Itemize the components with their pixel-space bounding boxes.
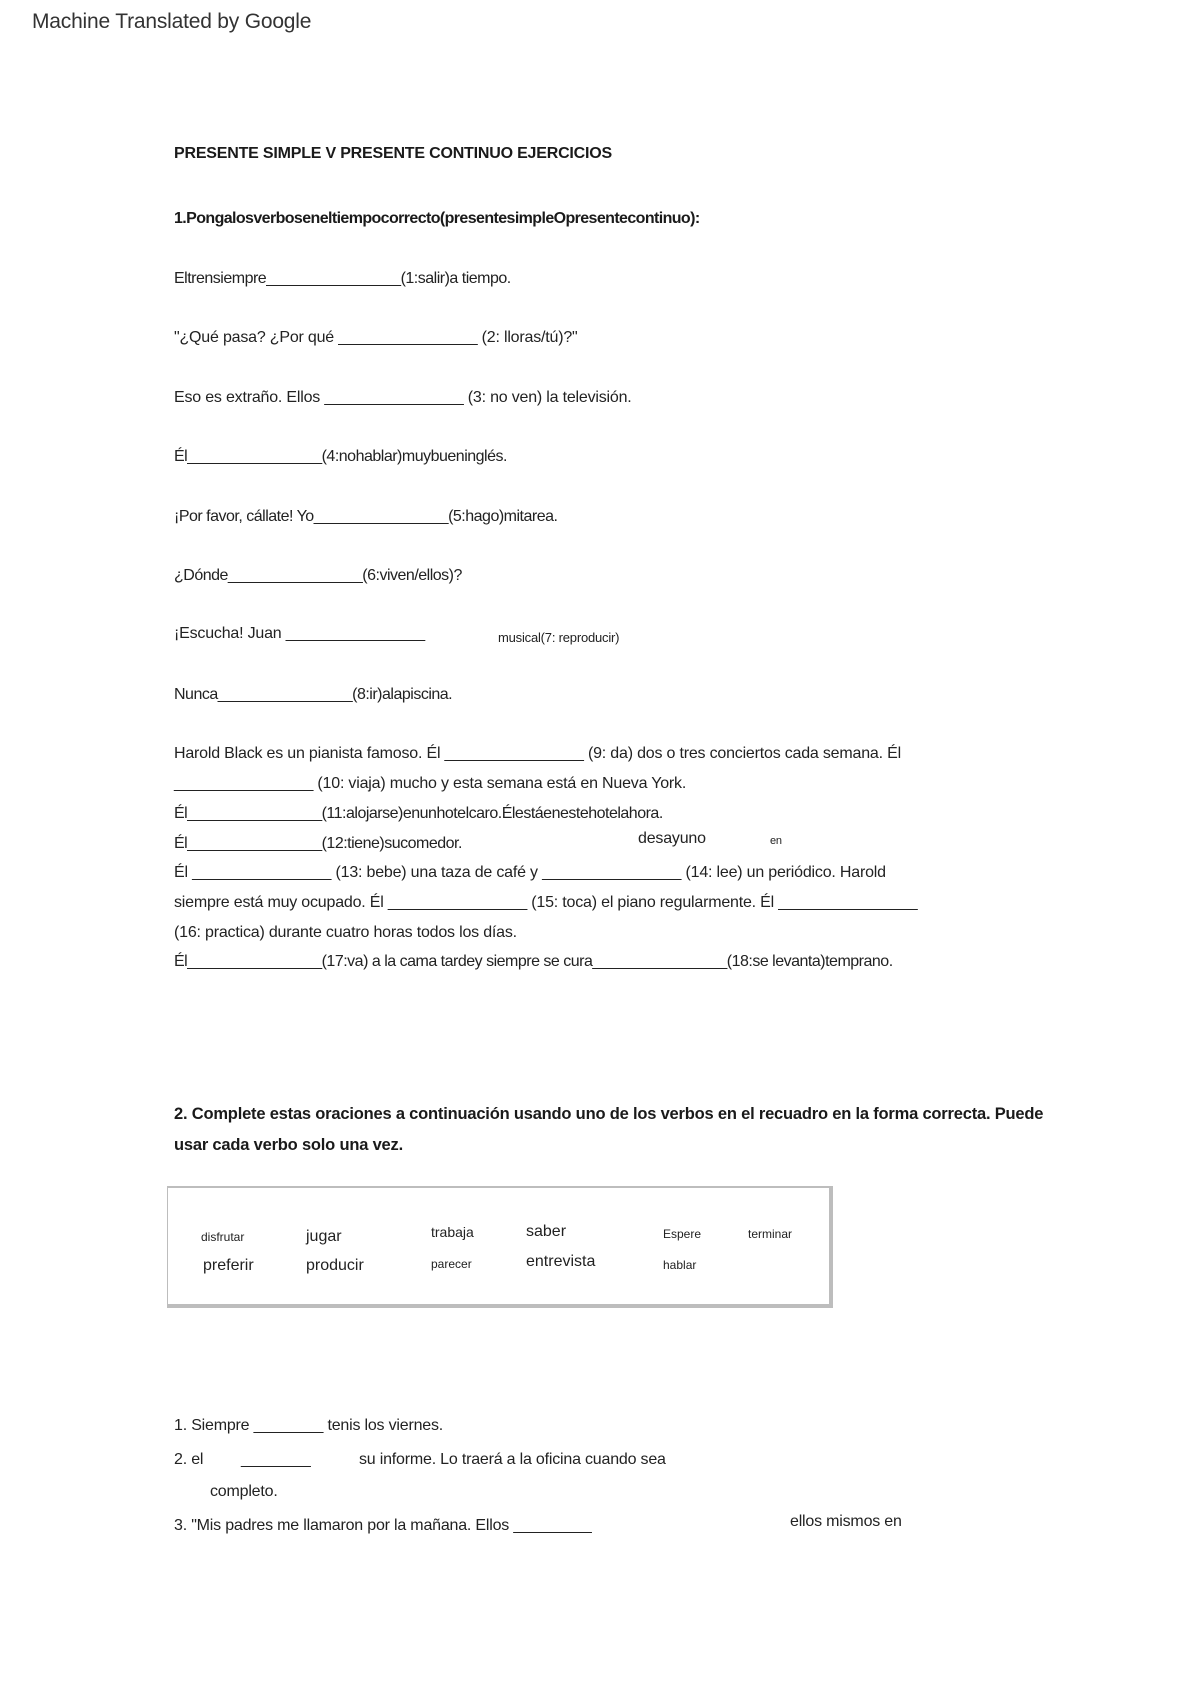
exercise1-instruction: 1.Pongalosverboseneltiempocorrecto(presentesimpleOpresentecontinuo): xyxy=(174,210,700,227)
exercise1-paragraph-line-3: Él________________(11:alojarse)enunhotelcaro.Élestáenestehotelahora. xyxy=(174,805,663,822)
verb-box xyxy=(167,1186,833,1308)
exercise2-instruction: 2. Complete estas oraciones a continuación usando uno de los verbos en el recuadro en la forma correcta. Puede usar cada verbo solo una vez. xyxy=(174,1105,1044,1154)
exercise2-sentence-3-tail: ellos mismos en xyxy=(790,1513,902,1530)
verb-producir: producir xyxy=(306,1257,364,1274)
exercise2-sentence-2-continuation: completo. xyxy=(210,1483,278,1500)
verb-trabaja: trabaja xyxy=(431,1224,474,1240)
exercise1-line-7: ¡Escucha! Juan ________________ xyxy=(174,625,425,642)
page-title: PRESENTE SIMPLE V PRESENTE CONTINUO EJERCICIOS xyxy=(174,145,612,162)
exercise1-line-1: Eltrensiempre________________(1:salir)a tiempo. xyxy=(174,270,511,287)
exercise1-line-2: "¿Qué pasa? ¿Por qué ________________ (2: lloras/tú)?" xyxy=(174,329,578,346)
verb-terminar: terminar xyxy=(748,1227,793,1241)
exercise2-sentence-3: 3. "Mis padres me llamaron por la mañana. Ellos _________ xyxy=(174,1517,592,1534)
exercise1-line-5: ¡Por favor, cállate! Yo________________(5:hago)mitarea. xyxy=(174,508,558,525)
verb-saber: saber xyxy=(526,1223,567,1240)
verb-espere: Espere xyxy=(663,1227,702,1241)
verb-disfrutar: disfrutar xyxy=(201,1230,245,1244)
exercise1-line-4: Él________________(4:nohablar)muybueninglés. xyxy=(174,448,507,465)
exercise2-sentence-2-rest: su informe. Lo traerá a la oficina cuando sea xyxy=(359,1451,666,1468)
exercise1-paragraph-line-8: Él________________(17:va) a la cama tardey siempre se cura________________(18:se levanta)temprano. xyxy=(174,953,893,970)
exercise1-line-8: Nunca________________(8:ir)alapiscina. xyxy=(174,686,453,703)
verb-parecer: parecer xyxy=(431,1257,472,1271)
verb-jugar: jugar xyxy=(306,1228,342,1245)
exercise1-line-3: Eso es extraño. Ellos ________________ (3: no ven) la televisión. xyxy=(174,389,632,406)
machine-translation-note: Machine Translated by Google xyxy=(32,10,312,33)
exercise1-paragraph-line-4: Él________________(12:tiene)sucomedor. xyxy=(174,835,462,852)
verb-hablar: hablar xyxy=(663,1258,697,1272)
exercise1-floating-word-desayuno: desayuno xyxy=(638,830,706,847)
verb-preferir: preferir xyxy=(203,1257,254,1274)
exercise1-line-6: ¿Dónde________________(6:viven/ellos)? xyxy=(174,567,462,584)
exercise2-sentence-2: 2. el xyxy=(174,1451,204,1468)
exercise2-sentence-2-blank: ________ xyxy=(241,1451,311,1468)
exercise2-sentence-1: 1. Siempre ________ tenis los viernes. xyxy=(174,1417,444,1434)
exercise1-paragraph-line-1: Harold Black es un pianista famoso. Él ________________ (9: da) dos o tres conciertos cada semana. Él xyxy=(174,745,901,762)
exercise1-paragraph-line-2: ________________ (10: viaja) mucho y esta semana está en Nueva York. xyxy=(174,775,687,792)
exercise1-paragraph-line-5: Él ________________ (13: bebe) una taza de café y ________________ (14: lee) un periódico. Harold xyxy=(174,864,886,881)
exercise1-paragraph-line-7: (16: practica) durante cuatro horas todos los días. xyxy=(174,924,517,941)
verb-entrevista: entrevista xyxy=(526,1253,596,1270)
exercise1-line-7-tail: musical(7: reproducir) xyxy=(498,630,620,645)
exercise1-paragraph-line-6: siempre está muy ocupado. Él ________________ (15: toca) el piano regularmente. Él ________________ xyxy=(174,894,918,911)
exercise1-floating-word-en: en xyxy=(770,835,782,847)
